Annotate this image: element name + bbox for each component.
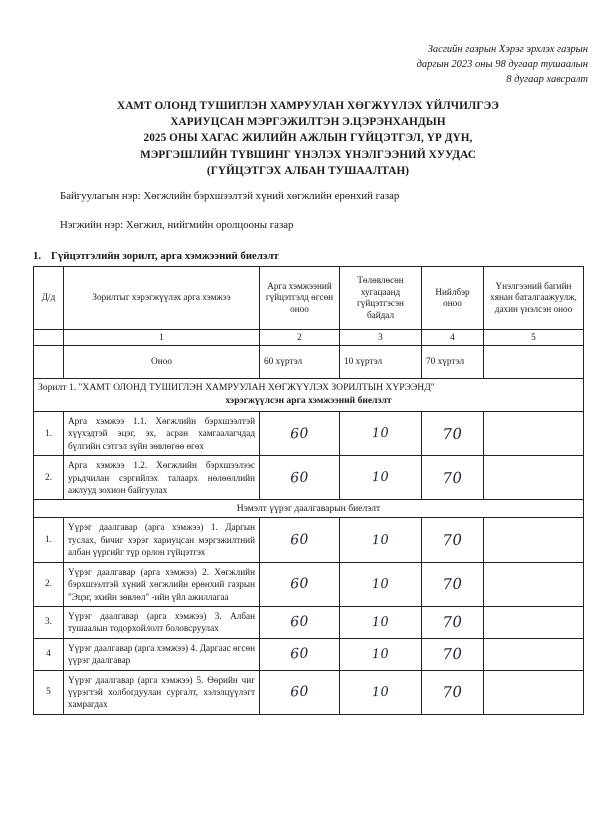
title-line-4: МЭРГЭШЛИЙН ТҮВШИНГ ҮНЭЛЭХ ҮНЭЛГЭЭНИЙ ХУУДАС bbox=[140, 148, 476, 161]
handwritten-score: 60 bbox=[289, 683, 310, 701]
row-total bbox=[422, 606, 484, 638]
row-index: 1. bbox=[34, 518, 64, 562]
section-title: Гүйцэтгэлийн зорилт, арга хэмжээний биелэлт bbox=[51, 250, 279, 262]
title-line-5: (ГҮЙЦЭТГЭХ АЛБАН ТУШААЛТАН) bbox=[206, 164, 410, 177]
handwritten-total: 70 bbox=[442, 468, 463, 488]
row-total bbox=[422, 638, 484, 670]
header-recheck: Үнэлгээний багийн хянан баталгаажуулж, дахин үнэлсэн оноо bbox=[484, 267, 584, 330]
row-recheck bbox=[484, 518, 584, 562]
header-line-2: даргын 2023 оны 98 дугаар тушаалын bbox=[416, 59, 588, 71]
title-line-1: ХАМТ ОЛОНД ТУШИГЛЭН ХАМРУУЛАН ХӨГЖҮҮЛЭХ ҮЙЛЧИЛГЭЭ bbox=[117, 100, 499, 112]
row-time bbox=[340, 606, 422, 638]
band-goal-1-text bbox=[34, 379, 584, 412]
table-row bbox=[34, 518, 584, 562]
row-total bbox=[422, 562, 484, 606]
handwritten-total: 70 bbox=[442, 613, 463, 632]
table-row bbox=[34, 606, 584, 638]
onoo-dd bbox=[34, 346, 64, 379]
band-goal-1-line-2: хэрэгжүүлсэн арга хэмжээний биелэлт bbox=[225, 394, 392, 406]
table-row-onoo bbox=[34, 346, 584, 379]
header-dd: Д/д bbox=[34, 267, 64, 330]
band-goal-1-line-1: Зорилт 1. "ХАМТ ОЛОНД ТУШИГЛЭН ХАМРУУЛАН ХӨГЖҮҮЛЭХ ЗОРИЛТЫН ХҮРЭЭНД" bbox=[38, 382, 435, 393]
row-index: 2. bbox=[34, 562, 64, 606]
header-line-3: 8 дугаар хавсралт bbox=[506, 74, 588, 86]
header-score: Арга хэмжээний гүйцэтгэлд өгсөн оноо bbox=[260, 267, 340, 330]
handwritten-time: 10 bbox=[371, 576, 390, 593]
row-index: 2. bbox=[34, 456, 64, 500]
table-band-goal-1 bbox=[34, 379, 584, 412]
row-recheck bbox=[484, 411, 584, 455]
handwritten-time: 10 bbox=[371, 532, 390, 548]
row-index: 1. bbox=[34, 411, 64, 455]
handwritten-score: 60 bbox=[289, 575, 310, 593]
row-score bbox=[260, 562, 340, 606]
section-heading bbox=[33, 250, 279, 262]
title-line-3: 2025 ОНЫ ХАГАС ЖИЛИЙН АЖЛЫН ГҮЙЦЭТГЭЛ, ҮР ДҮН, bbox=[143, 132, 473, 145]
row-score bbox=[260, 518, 340, 562]
row-score bbox=[260, 670, 340, 714]
page-title bbox=[0, 98, 616, 179]
title-line-2: ХАРИУЦСАН МЭРГЭЖИЛТЭН Э.ЦЭРЭНХАНДЫН bbox=[170, 116, 446, 129]
handwritten-score: 60 bbox=[289, 614, 310, 631]
evaluation-table-wrapper bbox=[33, 266, 583, 715]
row-total bbox=[422, 411, 484, 455]
handwritten-total: 70 bbox=[442, 574, 463, 594]
row-time bbox=[340, 638, 422, 670]
handwritten-time: 10 bbox=[371, 684, 390, 701]
table-band-extra-duties bbox=[34, 500, 584, 518]
row-time bbox=[340, 562, 422, 606]
row-index: 3. bbox=[34, 606, 64, 638]
onoo-label: Оноо bbox=[64, 346, 260, 379]
handwritten-score: 60 bbox=[289, 531, 310, 549]
colnum-3: 3 bbox=[340, 330, 422, 346]
header-goal: Зорилтыг хэрэгжүүлэх арга хэмжээ bbox=[64, 267, 260, 330]
colnum-blank bbox=[34, 330, 64, 346]
header-total: Нийлбэр оноо bbox=[422, 267, 484, 330]
row-recheck bbox=[484, 456, 584, 500]
row-task: Арга хэмжээ 1.2. Хөгжлийн бэрхшээлээс урьдчилан сэргийлэх талаарх нөлөөллийн ажлууд зохион байгуулах bbox=[64, 456, 260, 500]
handwritten-total: 70 bbox=[442, 682, 463, 702]
handwritten-score: 60 bbox=[289, 645, 310, 663]
row-index: 5 bbox=[34, 670, 64, 714]
handwritten-total: 70 bbox=[442, 644, 463, 664]
row-task: Үүрэг даалгавар (арга хэмжээ) 5. Өөрийн чиг үүрэгтэй холбогдуулан сургалт, хэлэлцүүлэгт хамрагдах bbox=[64, 670, 260, 714]
table-row bbox=[34, 411, 584, 455]
row-score bbox=[260, 638, 340, 670]
row-task: Үүрэг даалгавар (арга хэмжээ) 4. Даргаас өгсөн үүрэг даалгавар bbox=[64, 638, 260, 670]
row-task: Үүрэг даалгавар (арга хэмжээ) 1. Даргын туслах, бичиг хэрэг хариуцсан мэргэжилтний албан үүргийг түр орлон гүйцэтгэх bbox=[64, 518, 260, 562]
row-score bbox=[260, 456, 340, 500]
table-row bbox=[34, 638, 584, 670]
row-time bbox=[340, 411, 422, 455]
row-task: Арга хэмжээ 1.1. Хөгжлийн бэрхшээлтэй хүүхэдтэй эцэг, эх, асран хамгаалагчдад бүлгийн сэтгэл зүйн зөвлөгөө өгөх bbox=[64, 411, 260, 455]
row-recheck bbox=[484, 606, 584, 638]
handwritten-time: 10 bbox=[371, 614, 390, 631]
row-task: Үүрэг даалгавар (арга хэмжээ) 3. Албан тушаалын тодорхойлолт боловсруулах bbox=[64, 606, 260, 638]
header-timeliness: Төлөвлөсөн хугацаанд гүйцэтгэсэн байдал bbox=[340, 267, 422, 330]
row-recheck bbox=[484, 670, 584, 714]
row-score bbox=[260, 411, 340, 455]
colnum-1: 1 bbox=[64, 330, 260, 346]
document-header bbox=[417, 42, 588, 88]
handwritten-time: 10 bbox=[371, 646, 390, 663]
table-column-numbers-row bbox=[34, 330, 584, 346]
handwritten-total: 70 bbox=[442, 530, 463, 550]
row-time bbox=[340, 518, 422, 562]
handwritten-time: 10 bbox=[371, 425, 390, 442]
onoo-time-max: 10 хүртэл bbox=[340, 346, 422, 379]
onoo-score-max: 60 хүртэл bbox=[260, 346, 340, 379]
row-score bbox=[260, 606, 340, 638]
section-number: 1. bbox=[33, 250, 42, 262]
handwritten-time: 10 bbox=[371, 469, 390, 486]
onoo-recheck bbox=[484, 346, 584, 379]
colnum-2: 2 bbox=[260, 330, 340, 346]
handwritten-total: 70 bbox=[442, 424, 463, 443]
table-row bbox=[34, 562, 584, 606]
colnum-5: 5 bbox=[484, 330, 584, 346]
header-line-1: Засгийн газрын Хэрэг эрхлэх газрын bbox=[427, 44, 588, 55]
row-total bbox=[422, 670, 484, 714]
table-row bbox=[34, 456, 584, 500]
colnum-4: 4 bbox=[422, 330, 484, 346]
row-recheck bbox=[484, 562, 584, 606]
onoo-total-max: 70 хүртэл bbox=[422, 346, 484, 379]
row-time bbox=[340, 670, 422, 714]
row-total bbox=[422, 518, 484, 562]
row-task: Үүрэг даалгавар (арга хэмжээ) 2. Хөгжлийн бэрхшээлтэй хүний хөгжлийн ерөнхий газрын "Эцэг, эхийн зөвлөл" -ийн үйл ажиллагаа bbox=[64, 562, 260, 606]
handwritten-score: 60 bbox=[289, 425, 310, 442]
evaluation-table bbox=[33, 266, 584, 715]
row-time bbox=[340, 456, 422, 500]
row-total bbox=[422, 456, 484, 500]
organization-info bbox=[60, 188, 399, 246]
band-extra-duties-text: Нэмэлт үүрэг даалгаварын биелэлт bbox=[34, 500, 584, 518]
row-recheck bbox=[484, 638, 584, 670]
organization-name: Байгуулагын нэр: Хөгжлийн бэрхшээлтэй хүний хөгжлийн ерөнхий газар bbox=[60, 190, 400, 202]
unit-name: Нэгжийн нэр: Хөгжил, нийгмийн оролцооны газар bbox=[60, 219, 294, 232]
table-row bbox=[34, 670, 584, 714]
row-index: 4 bbox=[34, 638, 64, 670]
table-header-row bbox=[34, 267, 584, 330]
handwritten-score: 60 bbox=[289, 469, 310, 487]
